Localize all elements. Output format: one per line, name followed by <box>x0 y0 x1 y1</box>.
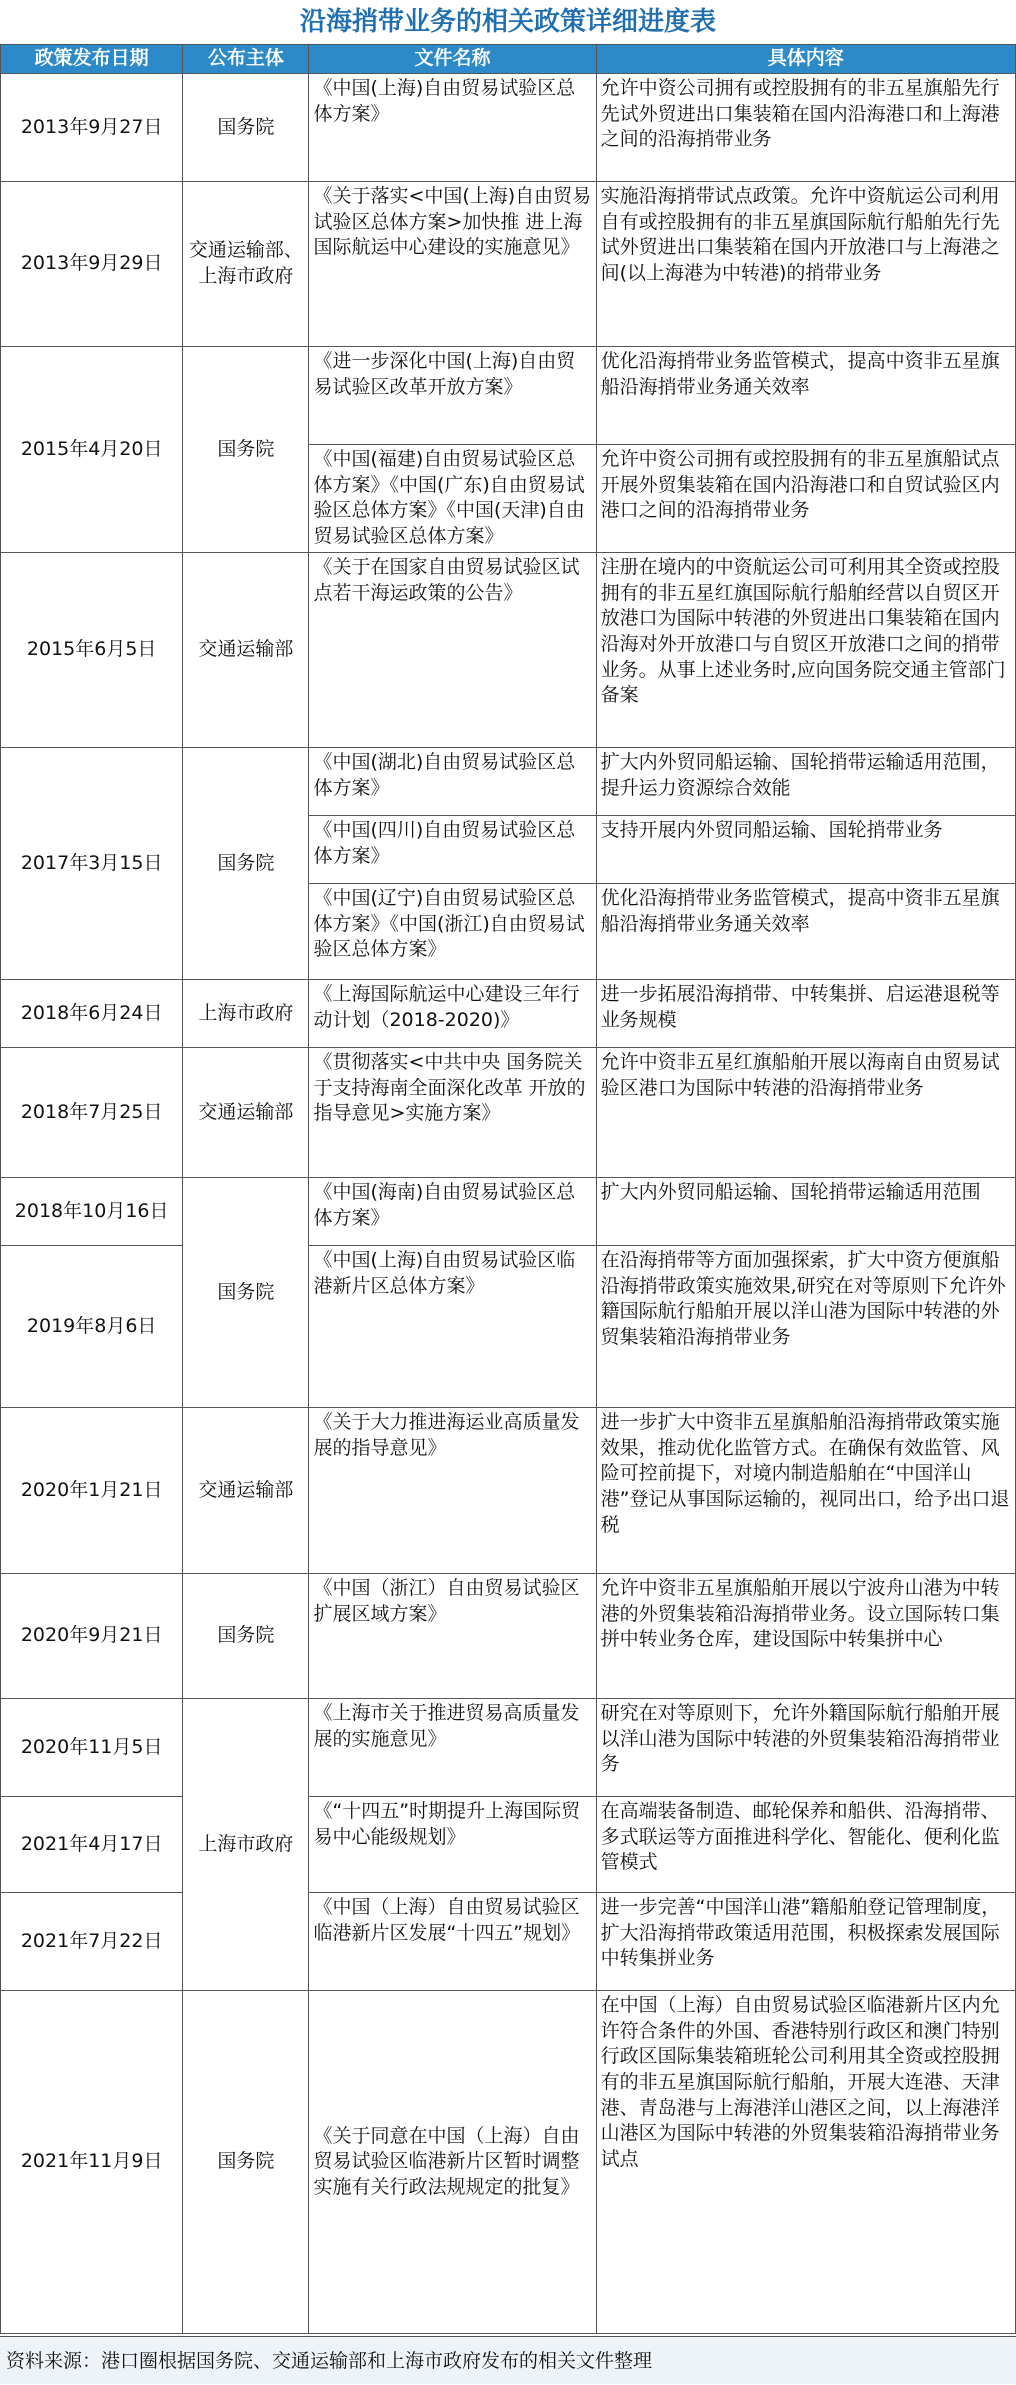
content-cell: 优化沿海捎带业务监管模式，提高中资非五星旗船沿海捎带业务通关效率 <box>596 347 1015 445</box>
header-date: 政策发布日期 <box>1 45 183 74</box>
date-cell: 2018年7月25日 <box>1 1048 183 1178</box>
doc-cell: 《上海国际航运中心建设三年行动计划（2018-2020)》 <box>309 980 596 1048</box>
content-cell: 实施沿海捎带试点政策。允许中资航运公司利用自有或控股拥有的非五星旗国际航行船舶先行先试外贸进出口集装箱在国内开放港口与上海港之间(以上海港为中转港)的捎带业务 <box>596 182 1015 347</box>
content-cell: 在沿海捎带等方面加强探索，扩大中资方便旗船沿海捎带政策实施效果,研究在对等原则下允许外籍国际航行船舶开展以洋山港为国际中转港的外贸集装箱沿海捎带业务 <box>596 1246 1015 1408</box>
doc-cell: 《进一步深化中国(上海)自由贸易试验区改革开放方案》 <box>309 347 596 445</box>
content-cell: 扩大内外贸同船运输、国轮捎带运输适用范围 <box>596 1178 1015 1246</box>
content-cell: 在高端装备制造、邮轮保养和船供、沿海捎带、多式联运等方面推进科学化、智能化、便利化监管模式 <box>596 1797 1015 1893</box>
issuer-cell: 上海市政府 <box>183 1699 309 1991</box>
table-row <box>1 1991 1016 2334</box>
doc-cell: 《关于落实<中国(上海)自由贸易试验区总体方案>加快推 进上海国际航运中心建设的实施意见》 <box>309 182 596 347</box>
date-cell: 2018年10月16日 <box>1 1178 183 1246</box>
doc-cell: 《中国(福建)自由贸易试验区总体方案》《中国(广东)自由贸易试验区总体方案》《中国(天津)自由贸易试验区总体方案》 <box>309 445 596 553</box>
date-cell: 2015年6月5日 <box>1 553 183 748</box>
table-row <box>1 347 1016 445</box>
doc-cell: 《中国(四川)自由贸易试验区总体方案》 <box>309 816 596 884</box>
date-cell: 2020年9月21日 <box>1 1574 183 1699</box>
issuer-cell: 交通运输部、上海市政府 <box>183 182 309 347</box>
date-cell: 2013年9月27日 <box>1 74 183 182</box>
source-note: 资料来源：港口圈根据国务院、交通运输部和上海市政府发布的相关文件整理 <box>0 2336 1016 2384</box>
doc-cell: 《关于在国家自由贸易试验区试点若干海运政策的公告》 <box>309 553 596 748</box>
issuer-cell: 国务院 <box>183 1574 309 1699</box>
content-cell: 进一步扩大中资非五星旗船舶沿海捎带政策实施效果，推动优化监管方式。在确保有效监管、风险可控前提下，对境内制造船舶在“中国洋山港”登记从事国际运输的，视同出口，给予出口退税 <box>596 1408 1015 1574</box>
date-cell: 2015年4月20日 <box>1 347 183 553</box>
policy-table <box>0 44 1016 2334</box>
doc-cell: 《中国(上海)自由贸易试验区临港新片区总体方案》 <box>309 1246 596 1408</box>
header-doc: 文件名称 <box>309 45 596 74</box>
issuer-cell: 交通运输部 <box>183 1408 309 1574</box>
date-cell: 2020年11月5日 <box>1 1699 183 1797</box>
doc-cell: 《中国（上海）自由贸易试验区临港新片区发展“十四五”规划》 <box>309 1893 596 1991</box>
doc-cell: 《关于同意在中国（上海）自由贸易试验区临港新片区暂时调整实施有关行政法规规定的批复》 <box>309 1991 596 2334</box>
table-row <box>1 553 1016 748</box>
table-row <box>1 1408 1016 1574</box>
doc-cell: 《关于大力推进海运业高质量发展的指导意见》 <box>309 1408 596 1574</box>
issuer-cell: 国务院 <box>183 74 309 182</box>
date-cell: 2019年8月6日 <box>1 1246 183 1408</box>
table-row <box>1 1699 1016 1797</box>
issuer-cell: 交通运输部 <box>183 1048 309 1178</box>
date-cell: 2017年3月15日 <box>1 748 183 980</box>
date-cell: 2020年1月21日 <box>1 1408 183 1574</box>
issuer-cell: 国务院 <box>183 347 309 553</box>
doc-cell: 《“十四五”时期提升上海国际贸易中心能级规划》 <box>309 1797 596 1893</box>
content-cell: 注册在境内的中资航运公司可利用其全资或控股拥有的非五星红旗国际航行船舶经营以自贸区开放港口为国际中转港的外贸进出口集装箱在国内沿海对外开放港口与自贸区开放港口之间的捎带业务。从事上述业务时,应向国务院交通主管部门备案 <box>596 553 1015 748</box>
content-cell: 允许中资非五星红旗船舶开展以海南自由贸易试验区港口为国际中转港的沿海捎带业务 <box>596 1048 1015 1178</box>
doc-cell: 《中国（浙江）自由贸易试验区扩展区域方案》 <box>309 1574 596 1699</box>
header-content: 具体内容 <box>596 45 1015 74</box>
issuer-cell: 交通运输部 <box>183 553 309 748</box>
date-cell: 2018年6月24日 <box>1 980 183 1048</box>
table-row <box>1 182 1016 347</box>
table-row <box>1 980 1016 1048</box>
table-row <box>1 1797 1016 1893</box>
issuer-cell: 国务院 <box>183 748 309 980</box>
date-cell: 2021年4月17日 <box>1 1797 183 1893</box>
date-cell: 2021年7月22日 <box>1 1893 183 1991</box>
content-cell: 支持开展内外贸同船运输、国轮捎带业务 <box>596 816 1015 884</box>
issuer-cell: 国务院 <box>183 1991 309 2334</box>
table-row <box>1 1893 1016 1991</box>
doc-cell: 《中国(上海)自由贸易试验区总体方案》 <box>309 74 596 182</box>
doc-cell: 《中国(辽宁)自由贸易试验区总体方案》《中国(浙江)自由贸易试验区总体方案》 <box>309 884 596 980</box>
table-title: 沿海捎带业务的相关政策详细进度表 <box>299 7 716 37</box>
doc-cell: 《贯彻落实<中共中央 国务院关于支持海南全面深化改革 开放的指导意见>实施方案》 <box>309 1048 596 1178</box>
table-row <box>1 1048 1016 1178</box>
header-issuer: 公布主体 <box>183 45 309 74</box>
content-cell: 进一步拓展沿海捎带、中转集拼、启运港退税等业务规模 <box>596 980 1015 1048</box>
issuer-cell: 国务院 <box>183 1178 309 1408</box>
doc-cell: 《中国(海南)自由贸易试验区总体方案》 <box>309 1178 596 1246</box>
table-row <box>1 1574 1016 1699</box>
content-cell: 在中国（上海）自由贸易试验区临港新片区内允许符合条件的外国、香港特别行政区和澳门特别行政区国际集装箱班轮公司利用其全资或控股拥有的非五星旗国际航行船舶，开展大连港、天津港、青岛港与上海港洋山港区之间，以上海港洋山港区为国际中转港的外贸集装箱沿海捎带业务试点 <box>596 1991 1015 2334</box>
table-row <box>1 1246 1016 1408</box>
content-cell: 扩大内外贸同船运输、国轮捎带运输适用范围，提升运力资源综合效能 <box>596 748 1015 816</box>
doc-cell: 《上海市关于推进贸易高质量发展的实施意见》 <box>309 1699 596 1797</box>
date-cell: 2013年9月29日 <box>1 182 183 347</box>
table-row <box>1 1178 1016 1246</box>
doc-cell: 《中国(湖北)自由贸易试验区总体方案》 <box>309 748 596 816</box>
header-row <box>1 45 1016 74</box>
content-cell: 进一步完善“中国洋山港”籍船舶登记管理制度，扩大沿海捎带政策适用范围，积极探索发展国际中转集拼业务 <box>596 1893 1015 1991</box>
content-cell: 允许中资非五星旗船舶开展以宁波舟山港为中转港的外贸集装箱沿海捎带业务。设立国际转口集拼中转业务仓库，建设国际中转集拼中心 <box>596 1574 1015 1699</box>
issuer-cell: 上海市政府 <box>183 980 309 1048</box>
table-row <box>1 748 1016 816</box>
content-cell: 允许中资公司拥有或控股拥有的非五星旗船试点开展外贸集装箱在国内沿海港口和自贸试验区内港口之间的沿海捎带业务 <box>596 445 1015 553</box>
content-cell: 允许中资公司拥有或控股拥有的非五星旗船先行先试外贸进出口集装箱在国内沿海港口和上海港之间的沿海捎带业务 <box>596 74 1015 182</box>
table-row <box>1 74 1016 182</box>
content-cell: 优化沿海捎带业务监管模式，提高中资非五星旗船沿海捎带业务通关效率 <box>596 884 1015 980</box>
content-cell: 研究在对等原则下，允许外籍国际航行船舶开展以洋山港为国际中转港的外贸集装箱沿海捎带业务 <box>596 1699 1015 1797</box>
date-cell: 2021年11月9日 <box>1 1991 183 2334</box>
